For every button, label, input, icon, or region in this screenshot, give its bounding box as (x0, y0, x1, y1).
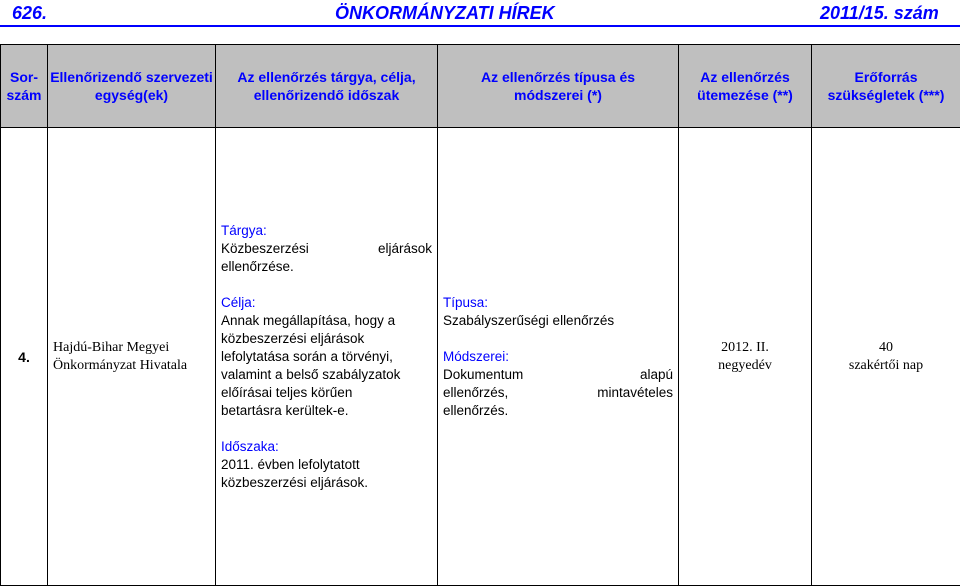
type-label: Típusa: (443, 294, 489, 310)
column-header-subject: Az ellenőrzés tárgya, célja, ellenőrizendő időszak (216, 45, 438, 128)
subject-label: Tárgya: (221, 222, 267, 238)
subject-line: Közbeszerzési eljárások (221, 240, 432, 256)
type-cell: Típusa: Szabályszerűségi ellenőrzés Módszerei: Dokumentum alapú ellenőrzés, mintavételes ellenőrzés. (438, 128, 679, 586)
issue-number: 2011/15. szám (820, 3, 939, 23)
period-label: Időszaka: (221, 438, 279, 454)
column-header-resources: Erőforrás szükségletek (***) (812, 45, 960, 128)
goal-label: Célja: (221, 294, 256, 310)
table-header-row (1, 45, 960, 128)
table-row (1, 128, 960, 586)
column-header-number: Sor- szám (1, 45, 48, 128)
column-header-type: Az ellenőrzés típusa és módszerei (*) (438, 45, 679, 128)
schedule-cell: 2012. II. negyedév (679, 128, 812, 586)
page-header (0, 0, 960, 28)
header-rule (0, 25, 960, 27)
column-header-schedule: Az ellenőrzés ütemezése (**) (679, 45, 812, 128)
audited-unit: Hajdú-Bihar Megyei Önkormányzat Hivatala (48, 128, 216, 586)
subject-cell: Tárgya: Közbeszerzési eljárások ellenőrzése. Célja: Annak megállapítása, hogy a közbeszerzési eljárások lefolytatása során a törvényi, valamint a belső szabályzatok előírásai teljes körűen betartásra kerültek-e. Időszaka: 2011. évben lefolytatott közbeszerzési eljárások. (216, 128, 438, 586)
resources-cell: 40 szakértői nap (812, 128, 960, 586)
column-header-unit: Ellenőrizendő szervezeti egység(ek) (48, 45, 216, 128)
row-number: 4. (1, 128, 48, 586)
page-number: 626. (12, 3, 48, 23)
publication-title: ÖNKORMÁNYZATI HÍREK (335, 3, 555, 23)
method-label: Módszerei: (443, 348, 510, 364)
audit-plan-table (0, 44, 960, 586)
